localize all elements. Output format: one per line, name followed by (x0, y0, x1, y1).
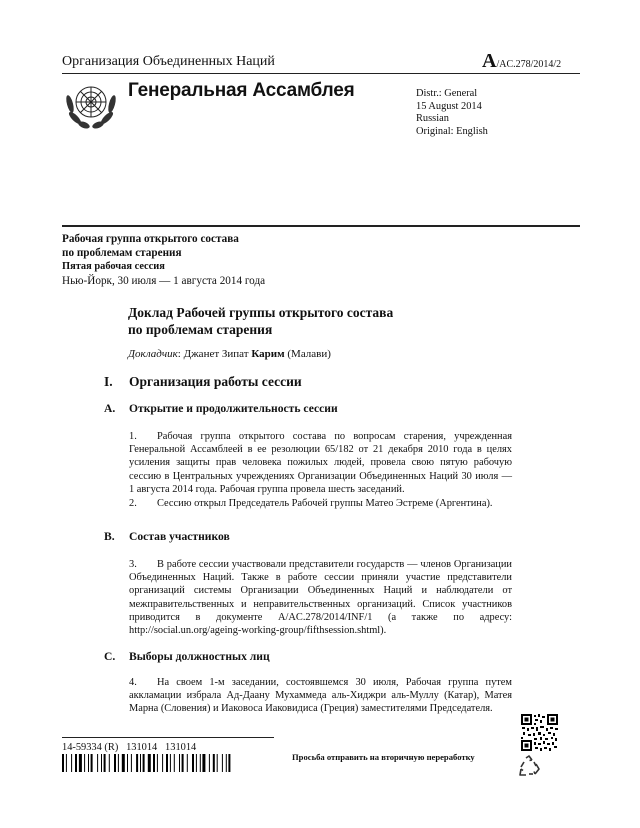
rapporteur-surname: Карим (251, 348, 285, 360)
job-number-line (62, 742, 196, 753)
paragraph-number: 2. (129, 498, 137, 509)
barcode-bar (162, 754, 163, 772)
distribution-block (416, 88, 488, 138)
subsection-number: B. (104, 530, 115, 543)
distribution-line: Russian (416, 113, 449, 124)
barcode-bar (62, 754, 64, 772)
subsection-heading: Открытие и продолжительность сессии (129, 402, 338, 415)
barcode-bar (187, 754, 188, 772)
paragraph-text: В работе сессии участвовали представители государств — членов Организации Объединенных Наций. Также в работе сессии приняли участие представители организаций системы Организации Объединенных Наций и наблюдатели от межправительственных и неправительственных организаций. Список участников приводится в документе A/AC.278/2014/INF/1 (а также по адресу: http://social.un.org/ageing-working-group/fifthsession.shtml). (129, 559, 512, 637)
paragraph-2 (129, 497, 512, 510)
job-date: 131014 (165, 742, 197, 753)
barcode-bar (131, 754, 132, 772)
header-rule (62, 73, 580, 74)
report-title-line: Доклад Рабочей группы открытого состава (128, 305, 394, 320)
barcode-bar (209, 754, 210, 772)
subsection-heading: Выборы должностных лиц (129, 650, 270, 663)
barcode-bar (66, 754, 67, 772)
barcode-bar (136, 754, 138, 772)
session-name: Пятая рабочая сессия (62, 261, 165, 272)
section-number: I. (104, 374, 113, 389)
paragraph-number: 3. (129, 559, 137, 570)
working-group-block (62, 232, 265, 288)
barcode-bar (182, 754, 184, 772)
barcode-bar (84, 754, 85, 772)
body-name: Генеральная Ассамблея (128, 80, 355, 101)
barcode-bar (122, 754, 125, 772)
barcode-bar (202, 754, 205, 772)
barcode-bar (114, 754, 116, 772)
working-group-name: Рабочая группа открытого состава (62, 233, 239, 245)
barcode-bar (166, 754, 168, 772)
paragraph-3 (129, 558, 512, 637)
distribution-line: 15 August 2014 (416, 100, 482, 112)
paragraph-number: 1. (129, 431, 137, 442)
qr-code-icon (521, 714, 558, 751)
barcode-bar (192, 754, 194, 772)
working-group-name: по проблемам старения (62, 247, 182, 259)
subsection-heading: Состав участников (129, 530, 230, 543)
paragraph-number: 4. (129, 677, 137, 688)
section-heading: Организация работы сессии (129, 374, 302, 389)
barcode-bar (118, 754, 119, 772)
barcode-bar (170, 754, 171, 772)
rapporteur-line: Докладчик: Джанет Зипат Карим (Малави) (128, 348, 331, 360)
barcode-bar (153, 754, 155, 772)
recycle-icon (517, 754, 541, 778)
barcode-bar (196, 754, 197, 772)
job-date: 131014 (126, 742, 158, 753)
barcode-bar (88, 754, 89, 772)
distribution-line: Original: English (416, 125, 488, 137)
barcode-bar (217, 754, 218, 772)
document-symbol-code: /AC.278/2014/2 (496, 59, 562, 70)
barcode-bar (91, 754, 93, 772)
barcode-bar (179, 754, 180, 772)
barcode-bar (71, 754, 72, 772)
rapporteur-label: Докладчик (128, 348, 178, 360)
paragraph-1 (129, 430, 512, 496)
recycle-note: Просьба отправить на вторичную переработку (292, 752, 475, 762)
barcode-bar (222, 754, 223, 772)
distribution-line: Distr.: General (416, 88, 478, 99)
paragraph-4 (129, 676, 512, 716)
barcode-bar (157, 754, 158, 772)
barcode-bar (104, 754, 106, 772)
barcode-bar (213, 754, 215, 772)
session-place-dates: Нью-Йорк, 30 июля — 1 августа 2014 года (62, 275, 266, 287)
masthead-rule (62, 225, 580, 227)
rapporteur-given-name: Джанет Зипат (183, 348, 249, 360)
barcode-bar (143, 754, 145, 772)
barcode-bar (140, 754, 141, 772)
barcode-bar (228, 754, 230, 772)
document-symbol-letter: A (482, 50, 497, 72)
subsection-number: C. (104, 650, 116, 663)
barcode-bar (127, 754, 128, 772)
report-title (128, 304, 393, 338)
barcode-bar (109, 754, 110, 772)
organization-name: Организация Объединенных Наций (62, 54, 275, 69)
paragraph-text: Сессию открыл Председатель Рабочей группы Матео Эстреме (Аргентина). (157, 498, 493, 509)
rapporteur-country: (Малави) (287, 348, 331, 360)
job-number: 14-59334 (R) (62, 742, 119, 753)
barcode-icon (62, 754, 274, 772)
paragraph-text: Рабочая группа открытого состава по вопросам старения, учрежденная Генеральной Ассамблеей в ее резолюции 65/182 от 21 декабря 2010 года в целях усиления защиты прав человека пожилых людей, провела свою пятую рабочую сессию в Центральных учреждениях Организации Объединенных Наций 30 июля — 1 августа 2014 года. Рабочая группа провела шесть заседаний. (129, 431, 512, 495)
barcode-bar (148, 754, 151, 772)
paragraph-text: На своем 1-м заседании, состоявшемся 30 июля, Рабочая группа путем аккламации избрала Ад-Даану Мухаммеда аль-Хиджри аль-Муллу (Катар), Матея Марна (Словения) и Иаковоса Иаковидиса (Греция) заместителями Председателя. (129, 677, 512, 715)
barcode-bar (200, 754, 201, 772)
un-emblem-icon (64, 78, 118, 132)
barcode-bar (75, 754, 77, 772)
barcode-bar (97, 754, 98, 772)
barcode-bar (226, 754, 227, 772)
barcode-bar (174, 754, 175, 772)
report-title-line: по проблемам старения (128, 322, 273, 337)
barcode-bar (101, 754, 102, 772)
footer-rule (62, 737, 274, 738)
subsection-number: A. (104, 402, 116, 415)
barcode-bar (79, 754, 82, 772)
document-symbol (482, 50, 561, 73)
